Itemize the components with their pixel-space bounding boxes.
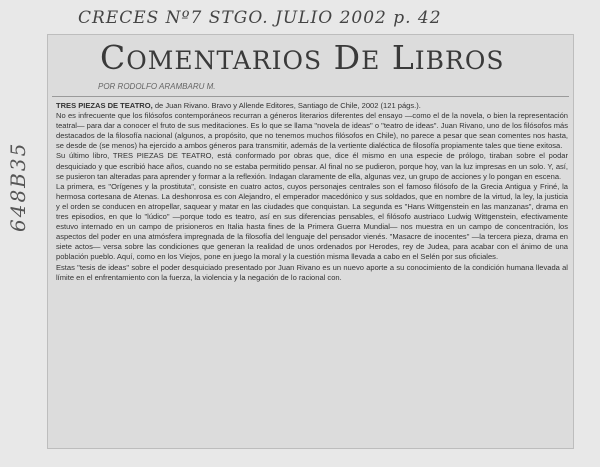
newspaper-clipping bbox=[47, 34, 574, 449]
paragraph: Estas "tesis de ideas" sobre el poder desquiciado presentado por Juan Rivano es un nuevo aporte a su conocimiento de la condición humana llevada al límite en el enfrentamiento con la fuerza, la violencia y la negación de lo racional con. bbox=[56, 262, 568, 282]
book-details: de Juan Rivano. Bravo y Allende Editores, Santiago de Chile, 2002 (121 págs.). bbox=[152, 101, 421, 110]
divider bbox=[52, 96, 569, 97]
paragraph: La primera, es "Orígenes y la prostituta", consiste en cuatro actos, cuyos personajes centrales son el famoso filósofo de la Grecia Antigua y Friné, la hermosa cortesana de Atenas. La deshonrosa es con Alejandro, el emperador macedónico y sus soldados, que en nombre de la virtud, la ley, la justicia y el orden se conducen en atropellar, saquear y matar en las ciudades que conquistan. La segunda es "Hans Wittgenstein en las manzanas", drama en tres episodios, en que lo "lúdico" —porque todo es teatro, así en sus diferencias pensables, el filósofo austriaco Ludwig Wittgenstein, efectivamente estuvo internado en un campo de prisioneros en Italia hasta fines de la Primera Guerra Mundial— nos muestra en un campo de concentración, los aspectos del poder en una atmósfera impregnada de la filosofía del lenguaje del pensador vienés. "Masacre de inocentes" —la tercera pieza, drama en siete actos— versa sobre las condiciones que generan la realidad de unos ordenados por Herodes, rey de Judea, para acabar con el ánimo de una población pueblo. Aquí, como en los Viejos, pone en juego la moral y la cuestión misma llevada a cabo en el Selén por sus oficiales. bbox=[56, 181, 568, 262]
book-reference bbox=[56, 101, 568, 111]
paragraph: Su último libro, TRES PIEZAS DE TEATRO, está conformado por obras que, dice él mismo en una especie de prólogo, tiraban sobre el podar desquiciado y que escribió hace años, cuando no se estaba permitido pensar. Al final no se pudieron, porque hoy, van la luz impresas en un solo. Y, así, se pusieron tan alteradas para aprender y formar a la reflexión. Indagan claramente de ella, algunas vez, un grupo de acciones y lo pongan en escena. bbox=[56, 151, 568, 181]
review-body bbox=[56, 101, 568, 446]
section-heading: COMENTARIOS DE LIBROS bbox=[100, 38, 505, 77]
handwritten-catalog-code: 648B35 bbox=[6, 141, 30, 232]
handwritten-source-note: CRECES Nº7 STGO. JULIO 2002 p. 42 bbox=[78, 8, 442, 28]
paragraph: No es infrecuente que los filósofos contemporáneos recurran a géneros literarios diferentes del ensayo —como el de la novela, o bien la representación teatral— para dar a conocer el fruto de sus meditaciones. Es lo que se llama "novela de ideas" o "teatro de ideas". Juan Rivano, uno de los filósofos más destacados de la filosofía nacional (algunos, a propósito, que no tenemos muchos filósofos en Chile), no parece a pesar que sean comentes nos hasta, se desde de (se menos) ha ejercido a ambos géneros para transmitir, además de la vertiente dialéctica de filosofía propiamente tales que tiene exitosa. bbox=[56, 111, 568, 151]
author-byline: POR RODOLFO ARAMBARU M. bbox=[98, 82, 216, 91]
book-title: TRES PIEZAS DE TEATRO, bbox=[56, 101, 153, 110]
